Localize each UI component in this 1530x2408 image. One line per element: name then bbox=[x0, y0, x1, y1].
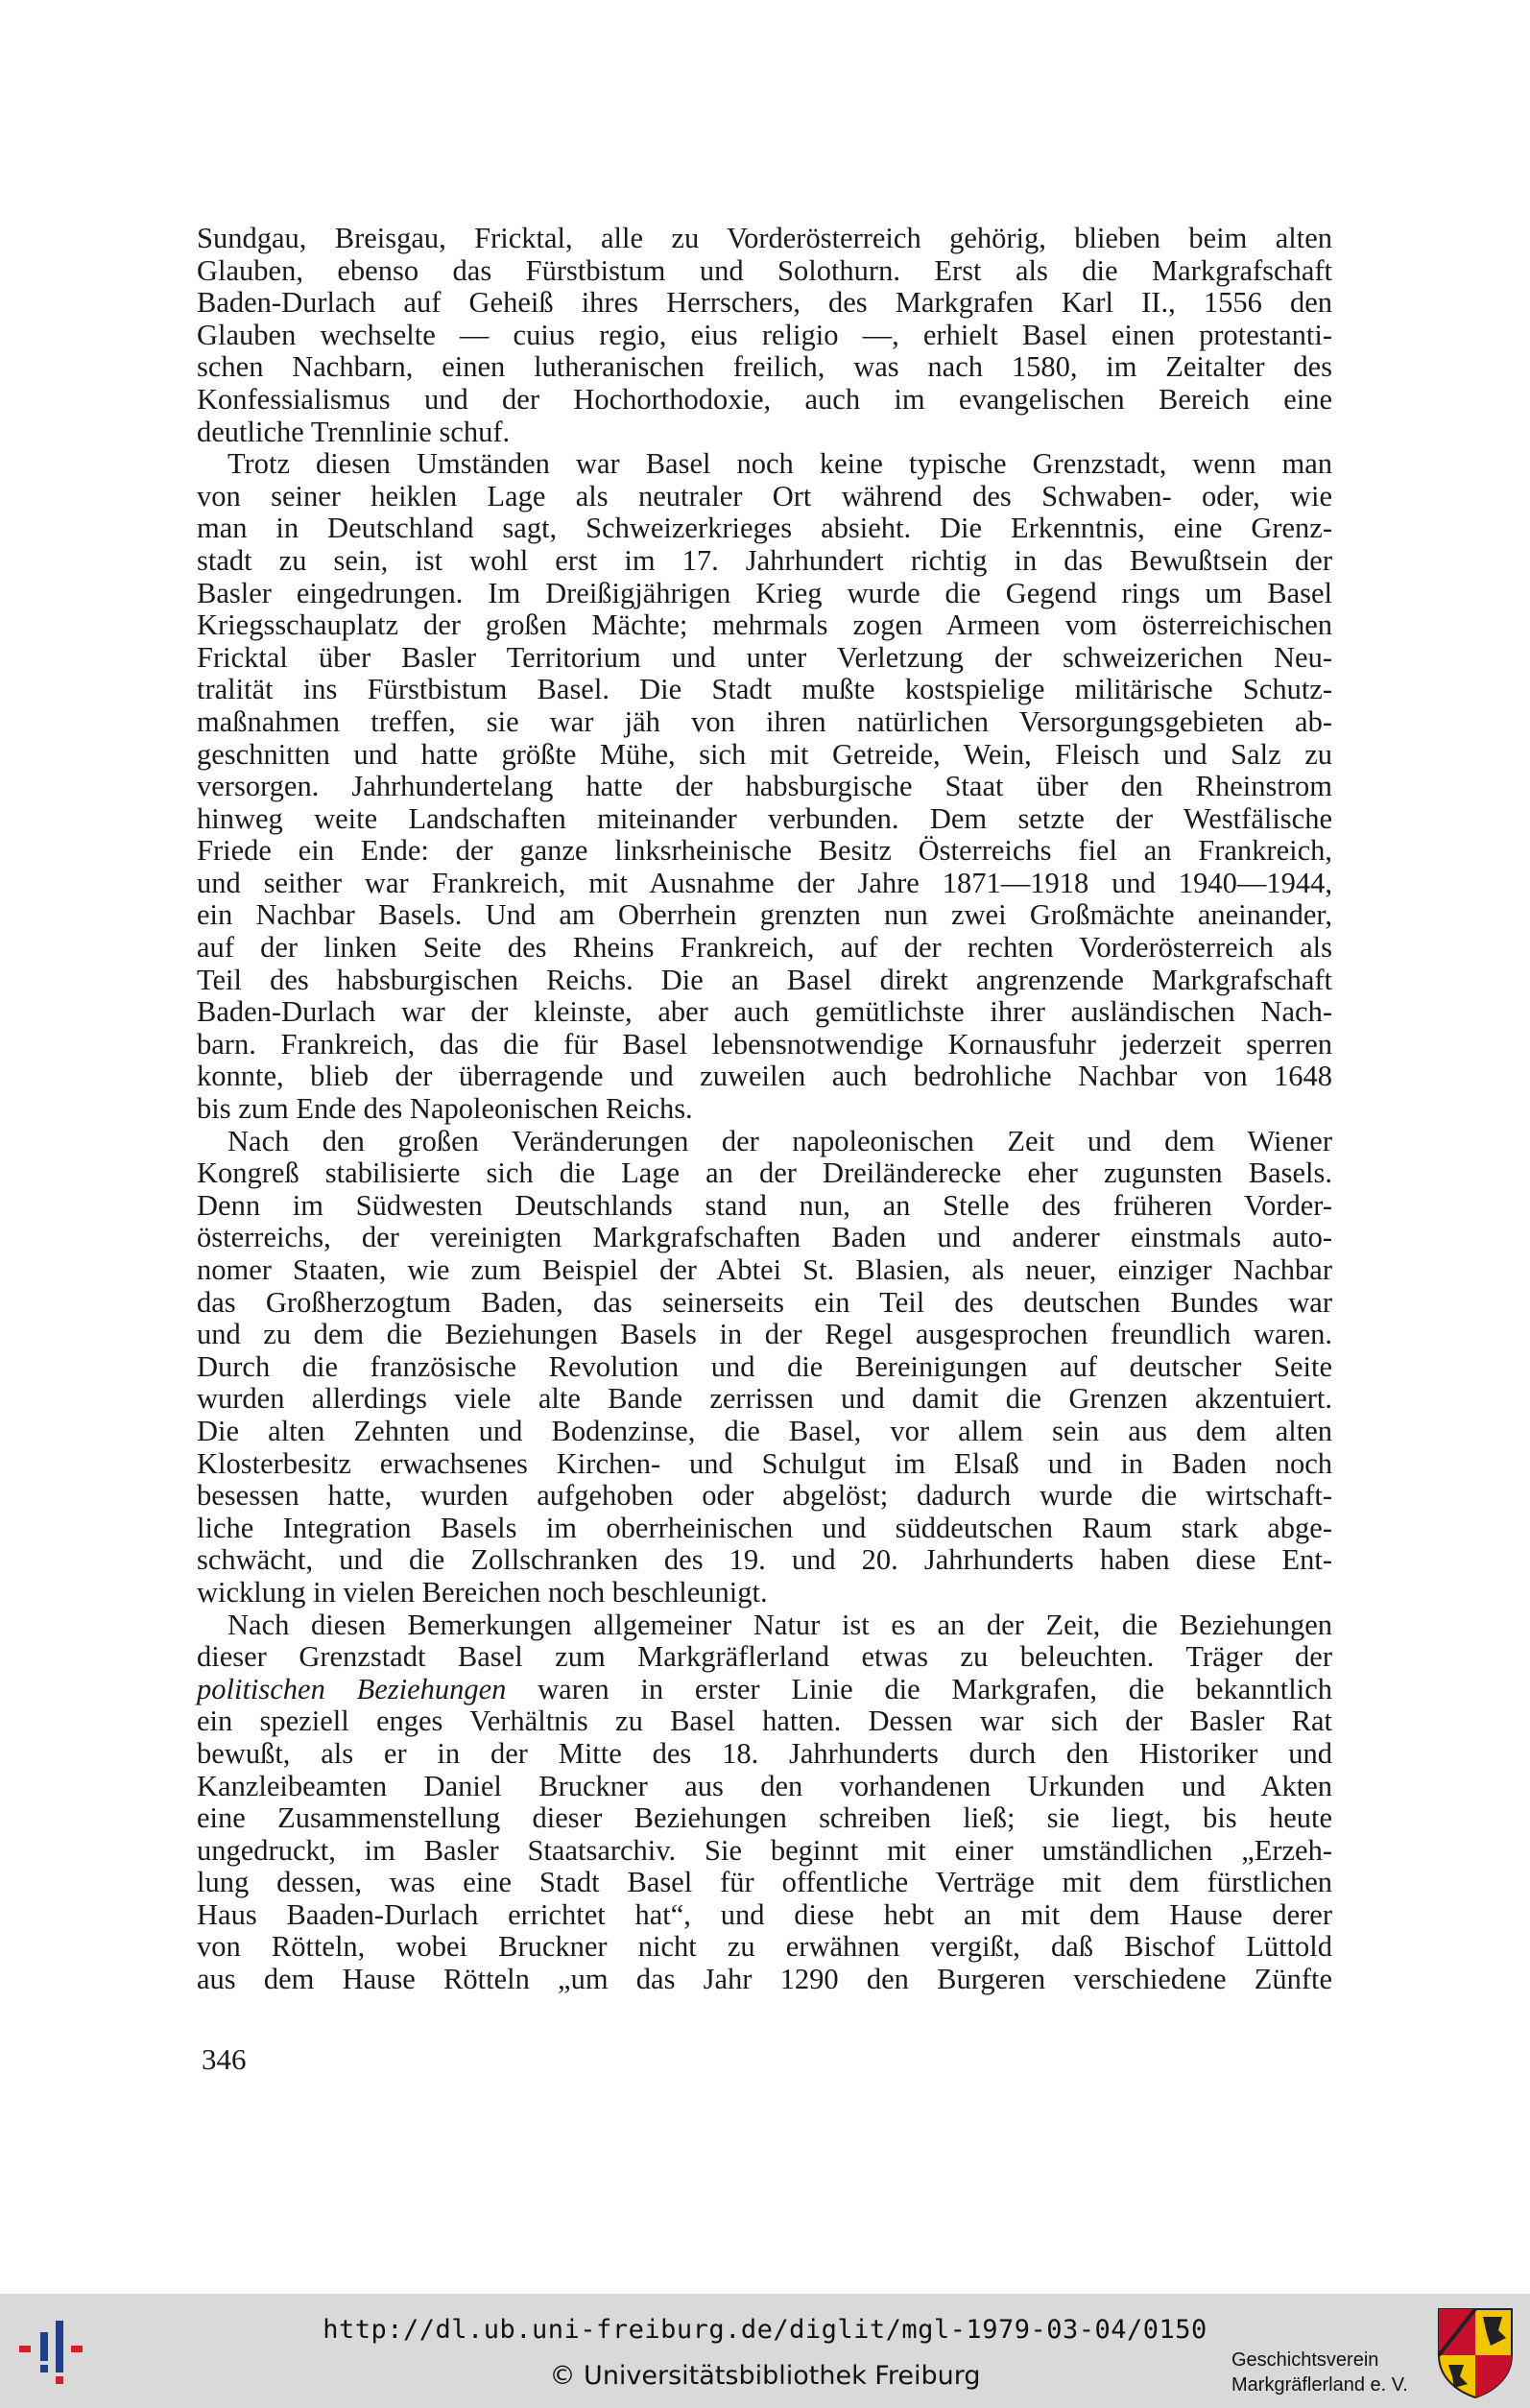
text-line: Fricktal über Basler Territorium und unter Verletzung der schweizerichen Neu- bbox=[197, 640, 1332, 674]
society-name-line2: Markgräflerland e. V. bbox=[1231, 2374, 1408, 2396]
text-line: deutliche Trennlinie schuf. bbox=[197, 415, 511, 448]
text-line: Basler eingedrungen. Im Dreißigjährigen Krieg wurde die Gegend rings um Basel bbox=[197, 576, 1332, 609]
text-line: ungedruckt, im Basler Staatsarchiv. Sie beginnt mit einer umständlichen „Erzeh- bbox=[197, 1833, 1332, 1867]
text-line: man in Deutschland sagt, Schweizerkrieges absieht. Die Erkenntnis, eine Grenz- bbox=[197, 512, 1332, 545]
copyright-notice: © Universitätsbibliothek Freiburg bbox=[549, 2361, 981, 2391]
text-line: Teil des habsburgischen Reichs. Die an Basel direkt angrenzende Markgrafschaft bbox=[197, 963, 1332, 996]
text-line: bewußt, als er in der Mitte des 18. Jahrhunderts durch den Historiker und bbox=[197, 1736, 1332, 1770]
text-line: von seiner heiklen Lage als neutraler Ort während des Schwaben- oder, wie bbox=[197, 479, 1332, 513]
paragraph bbox=[197, 223, 1332, 448]
paragraph bbox=[197, 1609, 1332, 1996]
text-line: politischen Beziehungen waren in erster Linie die Markgrafen, die bekanntlich bbox=[197, 1672, 1332, 1705]
viewer-footer bbox=[0, 2294, 1530, 2408]
text-line: Friede ein Ende: der ganze linksrheinische Besitz Österreichs fiel an Frankreich, bbox=[197, 834, 1332, 868]
text-line: eine Zusammenstellung dieser Beziehungen schreiben ließ; sie liegt, bis heute bbox=[197, 1801, 1332, 1835]
text-line: ein Nachbar Basels. Und am Oberrhein grenzten nun zwei Großmächte aneinander, bbox=[197, 898, 1332, 932]
text-line: Kongreß stabilisierte sich die Lage an der Dreiländerecke eher zugunsten Basels. bbox=[197, 1156, 1332, 1190]
permalink-url[interactable]: http://dl.ub.uni-freiburg.de/diglit/mgl-1979-03-04/0150 bbox=[323, 2315, 1207, 2345]
text-line: ein speziell enges Verhältnis zu Basel hatten. Dessen war sich der Basler Rat bbox=[197, 1705, 1332, 1738]
text-line: auf der linken Seite des Rheins Frankreich, auf der rechten Vorderösterreich als bbox=[197, 931, 1332, 965]
text-line: und seither war Frankreich, mit Ausnahme der Jahre 1871—1918 und 1940—1944, bbox=[197, 866, 1332, 899]
text-line: Kanzleibeamten Daniel Bruckner aus den vorhandenen Urkunden und Akten bbox=[197, 1769, 1332, 1802]
text-line: Klosterbesitz erwachsenes Kirchen- und Schulgut im Elsaß und in Baden noch bbox=[197, 1446, 1332, 1480]
paragraph bbox=[197, 1126, 1332, 1609]
text-line: Durch die französische Revolution und die Bereinigungen auf deutscher Seite bbox=[197, 1349, 1332, 1383]
text-line: wurden allerdings viele alte Bande zerrissen und damit die Grenzen akzentuiert. bbox=[197, 1382, 1332, 1416]
text-line: liche Integration Basels im oberrheinischen und süddeutschen Raum stark abge- bbox=[197, 1511, 1332, 1544]
text-line: von Rötteln, wobei Bruckner nicht zu erwähnen vergißt, daß Bischof Lüttold bbox=[197, 1930, 1332, 1964]
text-line: besessen hatte, wurden aufgehoben oder abgelöst; dadurch wurde die wirtschaft- bbox=[197, 1479, 1332, 1513]
text-line: lung dessen, was eine Stadt Basel für offentliche Verträge mit dem fürstlichen bbox=[197, 1866, 1332, 1899]
page-number: 346 bbox=[202, 2042, 247, 2076]
text-line: nomer Staaten, wie zum Beispiel der Abtei St. Blasien, als neuer, einziger Nachbar bbox=[197, 1253, 1332, 1286]
text-line: schen Nachbarn, einen lutheranischen freilich, was nach 1580, im Zeitalter des bbox=[197, 350, 1332, 384]
coat-of-arms-icon bbox=[1435, 2305, 1516, 2399]
text-line: österreichs, der vereinigten Markgrafschaften Baden und anderer einstmals auto- bbox=[197, 1221, 1332, 1254]
text-line: Nach den großen Veränderungen der napoleonischen Zeit und dem Wiener bbox=[227, 1124, 1332, 1157]
text-line: Denn im Südwesten Deutschlands stand nun, an Stelle des früheren Vorder- bbox=[197, 1188, 1332, 1222]
text-line: Haus Baaden-Durlach errichtet hat“, und diese hebt an mit dem Hause derer bbox=[197, 1897, 1332, 1931]
society-name-line1: Geschichtsverein bbox=[1231, 2349, 1379, 2371]
body-text bbox=[197, 223, 1332, 1996]
text-line: versorgen. Jahrhundertelang hatte der habsburgische Staat über den Rheinstrom bbox=[197, 770, 1332, 803]
text-line: Konfessialismus und der Hochorthodoxie, auch im evangelischen Bereich eine bbox=[197, 382, 1332, 416]
paragraph bbox=[197, 448, 1332, 1125]
text-line: hinweg weite Landschaften miteinander verbunden. Dem setzte der Westfälische bbox=[197, 801, 1332, 835]
text-line: und zu dem die Beziehungen Basels in der Regel ausgesprochen freundlich waren. bbox=[197, 1318, 1332, 1351]
text-line: aus dem Hause Rötteln „um das Jahr 1290 den Burgeren verschiedene Zünfte bbox=[197, 1963, 1332, 1996]
text-line: Baden-Durlach war der kleinste, aber auch gemütlichste ihrer ausländischen Nach- bbox=[197, 995, 1332, 1029]
text-line: Nach diesen Bemerkungen allgemeiner Natur ist es an der Zeit, die Beziehungen bbox=[227, 1608, 1332, 1641]
text-line: barn. Frankreich, das die für Basel lebensnotwendige Kornausfuhr jederzeit sperren bbox=[197, 1027, 1332, 1061]
text-line: Glauben wechselte — cuius regio, eius religio —, erhielt Basel einen protestanti- bbox=[197, 318, 1332, 351]
society-name bbox=[1231, 2348, 1408, 2397]
text-line: stadt zu sein, ist wohl erst im 17. Jahrhundert richtig in das Bewußtsein der bbox=[197, 543, 1332, 577]
emphasis-text: politischen Beziehungen bbox=[197, 1672, 507, 1705]
text-line: konnte, blieb der überragende und zuweilen auch bedrohliche Nachbar von 1648 bbox=[197, 1060, 1332, 1093]
text-line: das Großherzogtum Baden, das seinerseits ein Teil des deutschen Bundes war bbox=[197, 1285, 1332, 1319]
text-line: Die alten Zehnten und Bodenzinse, die Basel, vor allem sein aus dem alten bbox=[197, 1414, 1332, 1447]
text-line: maßnahmen treffen, sie war jäh von ihren natürlichen Versorgungsgebieten ab- bbox=[197, 704, 1332, 738]
text-line: bis zum Ende des Napoleonischen Reichs. bbox=[197, 1092, 693, 1126]
text-line: Kriegsschauplatz der großen Mächte; mehrmals zogen Armeen vom österreichischen bbox=[197, 608, 1332, 642]
text-line: geschnitten und hatte größte Mühe, sich mit Getreide, Wein, Fleisch und Salz zu bbox=[197, 737, 1332, 771]
text-line: dieser Grenzstadt Basel zum Markgräflerland etwas zu beleuchten. Träger der bbox=[197, 1640, 1332, 1674]
text-line: wicklung in vielen Bereichen noch beschleunigt. bbox=[197, 1575, 768, 1609]
text-line: schwächt, und die Zollschranken des 19. und 20. Jahrhunderts haben diese Ent- bbox=[197, 1543, 1332, 1577]
text-line: Baden-Durlach auf Geheiß ihres Herrschers, des Markgrafen Karl II., 1556 den bbox=[197, 286, 1332, 320]
text-line: Glauben, ebenso das Fürstbistum und Solothurn. Erst als die Markgrafschaft bbox=[197, 253, 1332, 287]
text-line: tralität ins Fürstbistum Basel. Die Stadt mußte kostspielige militärische Schutz- bbox=[197, 673, 1332, 706]
text-line: Trotz diesen Umständen war Basel noch keine typische Grenzstadt, wenn man bbox=[227, 447, 1332, 481]
text-line: Sundgau, Breisgau, Fricktal, alle zu Vorderösterreich gehörig, blieben beim alten bbox=[197, 222, 1332, 254]
